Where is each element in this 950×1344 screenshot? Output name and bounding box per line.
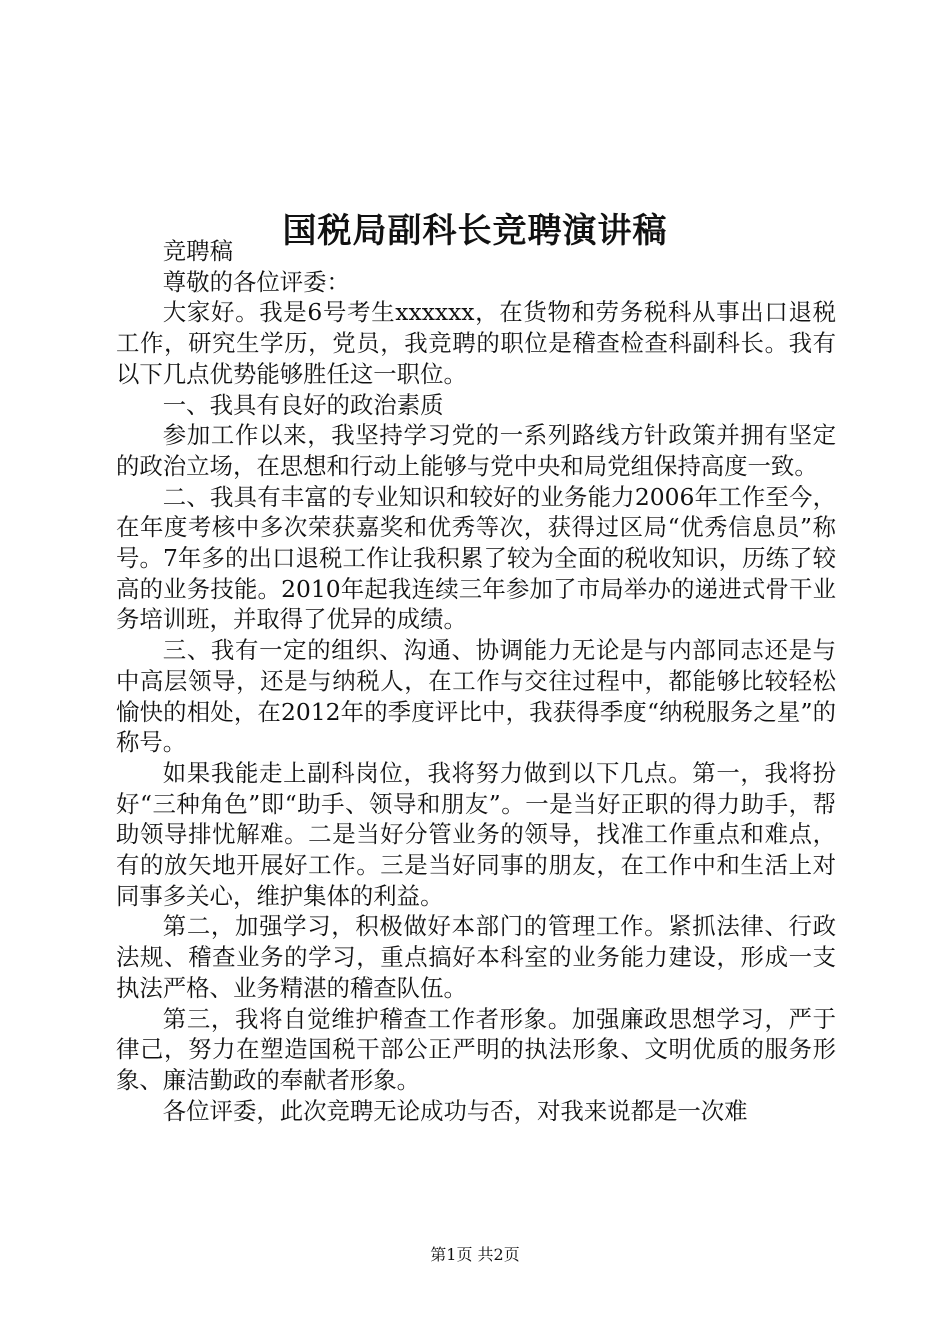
page-title: 国税局副科长竞聘演讲稿 <box>282 210 668 251</box>
paragraph: 竞聘稿 <box>162 237 233 265</box>
paragraph: 参加工作以来，我坚持学习党的一系列路线方针政策并拥有坚定的政治立场，在思想和行动上能够与党中央和局党组保持高度一致。 <box>116 421 836 480</box>
paragraph: 二、我具有丰富的专业知识和较好的业务能力2006年工作至今，在年度考核中多次荣获嘉奖和优秀等次，获得过区局“优秀信息员”称号。7年多的出口退税工作让我积累了较为全面的税收知识，历练了较高的业务技能。2010年起我连续三年参加了市局举办的递进式骨干业务培训班，并取得了优异的成绩。 <box>116 482 836 634</box>
paragraph: 一、我具有良好的政治素质 <box>162 390 444 419</box>
page-number: 第1页 共2页 <box>430 1245 520 1264</box>
paragraph: 如果我能走上副科岗位，我将努力做到以下几点。第一，我将扮好“三种角色”即“助手、领导和朋友”。一是当好正职的得力助手，帮助领导排忧解难。二是当好分管业务的领导，找准工作重点和难点，有的放矢地开展好工作。三是当好同事的朋友，在工作中和生活上对同事多关心，维护集体的利益。 <box>116 758 836 910</box>
paragraph: 各位评委，此次竞聘无论成功与否，对我来说都是一次难 <box>162 1096 748 1125</box>
paragraph: 三、我有一定的组织、沟通、协调能力无论是与内部同志还是与中高层领导，还是与纳税人，在工作与交往过程中，都能够比较轻松愉快的相处，在2012年的季度评比中，我获得季度“纳税服务之星”的称号。 <box>116 636 836 757</box>
paragraph: 第二，加强学习，积极做好本部门的管理工作。紧抓法律、行政法规、稽查业务的学习，重点搞好本科室的业务能力建设，形成一支执法严格、业务精湛的稽查队伍。 <box>116 912 836 1002</box>
paragraph: 大家好。我是6号考生xxxxxx，在货物和劳务税科从事出口退税工作，研究生学历，党员，我竞聘的职位是稽查检查科副科长。我有以下几点优势能够胜任这一职位。 <box>116 298 836 388</box>
document-body <box>116 236 836 1126</box>
paragraph: 尊敬的各位评委： <box>162 267 350 296</box>
paragraph: 第三，我将自觉维护稽查工作者形象。加强廉政思想学习，严于律己，努力在塑造国税干部公正严明的执法形象、文明优质的服务形象、廉洁勤政的奉献者形象。 <box>116 1004 836 1094</box>
